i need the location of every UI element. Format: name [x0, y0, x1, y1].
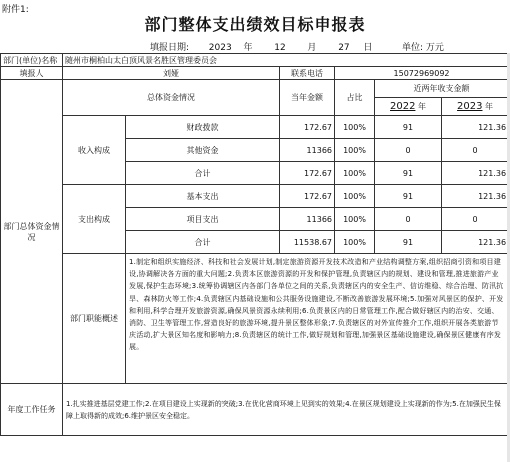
- dept-name-label: 部门(单位)名称: [1, 54, 63, 67]
- total-funds-label: 总体资金情况: [63, 80, 280, 116]
- row-2022: 0: [375, 139, 442, 162]
- row-amount: 11366: [280, 139, 335, 162]
- page-title: 部门整体支出绩效目标申报表: [144, 15, 366, 34]
- duties-text: 1.制定和组织实施经济、科技和社会发展计划,制定旅游资源开发技术改造和产业结构调整方案,组织招商引资和项目建设,协调解决各方面的重大问题;2.负责本区旅游资源的开发和保护管理,负责辖区内的规划、建设和管理,推进旅游产业发展,保护生态环境;3.统筹协调辖区内各部门各单位之间的关系,负责辖区内的安全生产、信访维稳、综合治理、防汛抗旱、森林防火等工作;4.负责辖区内基础设施和公共服务设施建设,不断改善旅游发展环境;5.加强对风景区的保护、开发和利用,科学合理开发旅游资源,确保风景资源永续利用;6.负责景区内的日常管理工作,配合做好辖区内的治安、交通、消防、卫生等管理工作,营造良好的旅游环境,提升景区整体形象;7.负责辖区的对外宣传推介工作,组织开展各类旅游节庆活动,扩大景区知名度和影响力;8.负责辖区的统计工作,做好规划和管理,加强景区基础设施建设,确保景区健康有序发展。: [126, 254, 509, 384]
- row-2023: 121.36: [442, 231, 509, 254]
- row-ratio: 100%: [335, 116, 375, 139]
- fill-day: 27: [338, 43, 350, 53]
- expense-label: 支出构成: [63, 185, 126, 254]
- fill-date: [150, 40, 372, 53]
- year-2023-value: 2023: [457, 101, 483, 112]
- year-2023-header: [442, 98, 509, 116]
- table-row: [1, 116, 509, 139]
- row-name: 合计: [126, 162, 280, 185]
- row-amount: 172.67: [280, 116, 335, 139]
- row-amount: 11366: [280, 208, 335, 231]
- row-2022: 91: [375, 231, 442, 254]
- row-2022: 91: [375, 162, 442, 185]
- row-name: 基本支出: [126, 185, 280, 208]
- fill-day-unit: 日: [363, 43, 373, 53]
- row-name: 合计: [126, 231, 280, 254]
- row-2022: 0: [375, 208, 442, 231]
- row-2022: 91: [375, 185, 442, 208]
- attachment-label: 附件1:: [2, 5, 29, 15]
- fill-month: 12: [274, 43, 286, 53]
- phone-value: 15072969092: [335, 67, 509, 80]
- fill-year-unit: 年: [243, 43, 253, 53]
- duties-row: [1, 254, 509, 384]
- unit-label: 单位: 万元: [402, 43, 444, 53]
- year-2023-suffix: 年: [485, 102, 494, 111]
- dept-name-value: 随州市桐柏山太白顶风景名胜区管理委员会: [63, 54, 509, 67]
- row-ratio: 100%: [335, 231, 375, 254]
- tasks-label: 年度工作任务: [1, 384, 63, 436]
- recent-years-header: 近两年收支金额: [375, 80, 509, 98]
- dept-row: [1, 54, 509, 67]
- report-table: [0, 53, 509, 436]
- fill-year: 2023: [208, 43, 232, 53]
- filler-label: 填报人: [1, 67, 63, 80]
- year-2022-value: 2022: [390, 101, 416, 112]
- row-ratio: 100%: [335, 208, 375, 231]
- section-funds-label: 部门总体资金情况: [1, 80, 63, 384]
- row-2023: 121.36: [442, 116, 509, 139]
- year-2022-suffix: 年: [418, 102, 426, 111]
- row-amount: 172.67: [280, 162, 335, 185]
- current-amount-header: 当年金额: [280, 80, 335, 116]
- fill-month-unit: 月: [307, 43, 317, 53]
- row-amount: 11538.67: [280, 231, 335, 254]
- phone-label: 联系电话: [280, 67, 335, 80]
- contact-row: [1, 67, 509, 80]
- row-2023: 0: [442, 139, 509, 162]
- row-2022: 91: [375, 116, 442, 139]
- row-name: 其他资金: [126, 139, 280, 162]
- income-label: 收入构成: [63, 116, 126, 185]
- row-amount: 172.67: [280, 185, 335, 208]
- row-name: 财政拨款: [126, 116, 280, 139]
- row-ratio: 100%: [335, 162, 375, 185]
- row-ratio: 100%: [335, 139, 375, 162]
- row-2023: 0: [442, 208, 509, 231]
- filler-value: 刘娅: [63, 67, 280, 80]
- header-row-1: [1, 80, 509, 98]
- row-2023: 121.36: [442, 185, 509, 208]
- table-row: [1, 185, 509, 208]
- row-name: 项目支出: [126, 208, 280, 231]
- duties-label: 部门职能概述: [63, 254, 126, 384]
- tasks-row: [1, 384, 509, 436]
- row-2023: 121.36: [442, 162, 509, 185]
- tasks-text: 1.扎实推进基层党建工作;2.在项目建设上实现新的突破;3.在优化营商环境上见到实的效果;4.在景区规划建设上实现新的作为;5.在加强民生保障上取得新的成效;6.维护景区安全稳定。: [63, 384, 509, 436]
- row-ratio: 100%: [335, 185, 375, 208]
- ratio-header: 占比: [335, 80, 375, 116]
- fill-date-label: 填报日期:: [150, 43, 190, 53]
- year-2022-header: [375, 98, 442, 116]
